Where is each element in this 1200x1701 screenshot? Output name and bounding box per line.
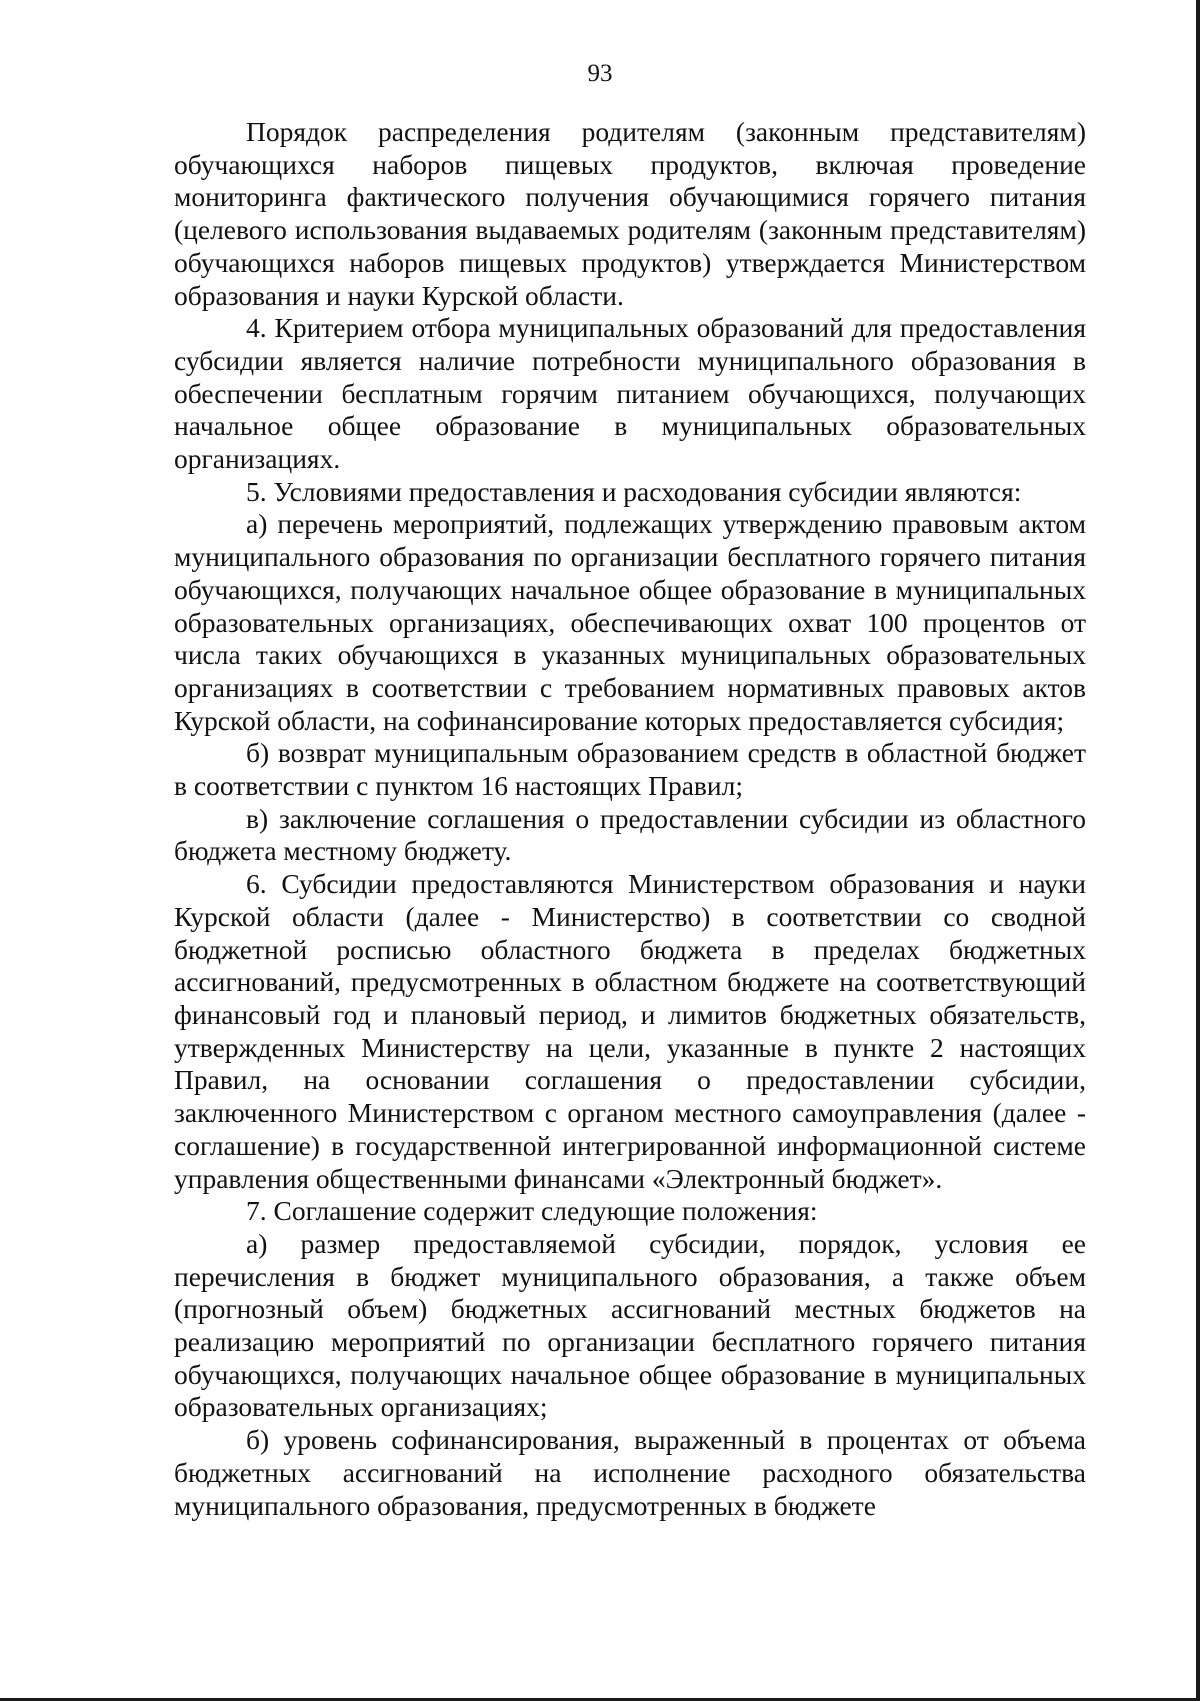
- paragraph-5a-measures-list: а) перечень мероприятий, подлежащих утверждению правовым актом муниципального образования по организации бесплатного горячего питания обучающихся, получающих начальное общее образование в муниципальных образовательных организациях, обеспечивающих охват 100 процентов от числа таких обучающихся в указанных муниципальных образовательных организациях в соответствии с требованием нормативных правовых актов Курской области, на софинансирование которых предоставляется субсидия;: [174, 508, 1086, 736]
- document-body: [174, 116, 1086, 1522]
- paragraph-7-agreement-contents: 7. Соглашение содержит следующие положения:: [246, 1195, 818, 1227]
- paragraph-7b-cofinancing-level: б) уровень софинансирования, выраженный в процентах от объема бюджетных ассигнований на исполнение расходного обязательства муниципального образования, предусмотренных в бюджете: [174, 1424, 1086, 1521]
- page-number: 93: [587, 60, 613, 87]
- paragraph-7a-subsidy-size: а) размер предоставляемой субсидии, порядок, условия ее перечисления в бюджет муниципального образования, а также объем (прогнозный объем) бюджетных ассигнований местных бюджетов на реализацию мероприятий по организации бесплатного горячего питания обучающихся, получающих начальное общее образование в муниципальных образовательных организациях;: [174, 1227, 1086, 1423]
- scan-edge-right: [1196, 0, 1200, 1701]
- paragraph-5b-funds-return: б) возврат муниципальным образованием средств в областной бюджет в соответствии с пунктом 16 настоящих Правил;: [174, 737, 1086, 802]
- paragraph-meal-distribution-order: Порядок распределения родителям (законным представителям) обучающихся наборов пищевых продуктов, включая проведение мониторинга фактического получения обучающимися горячего питания (целевого использования выдаваемых родителям (законным представителям) обучающихся наборов пищевых продуктов) утверждается Министерством образования и науки Курской области.: [174, 116, 1086, 311]
- paragraph-5-conditions: 5. Условиями предоставления и расходования субсидии являются:: [246, 475, 1022, 507]
- paragraph-6-subsidy-provision: 6. Субсидии предоставляются Министерством образования и науки Курской области (далее - Министерство) в соответствии со сводной бюджетной росписью областного бюджета в пределах бюджетных ассигнований, предусмотренных в областном бюджете на соответствующий финансовый год и плановый период, и лимитов бюджетных обязательств, утвержденных Министерству на цели, указанные в пункте 2 настоящих Правил, на основании соглашения о предоставлении субсидии, заключенного Министерством с органом местного самоуправления (далее - соглашение) в государственной интегрированной информационной системе управления общественными финансами «Электронный бюджет».: [174, 868, 1086, 1194]
- paragraph-5c-agreement: в) заключение соглашения о предоставлении субсидии из областного бюджета местному бюджету.: [174, 802, 1086, 867]
- paragraph-4-selection-criterion: 4. Критерием отбора муниципальных образований для предоставления субсидии является наличие потребности муниципального образования в обеспечении бесплатным горячим питанием обучающихся, получающих начальное общее образование в муниципальных образовательных организациях.: [174, 312, 1086, 475]
